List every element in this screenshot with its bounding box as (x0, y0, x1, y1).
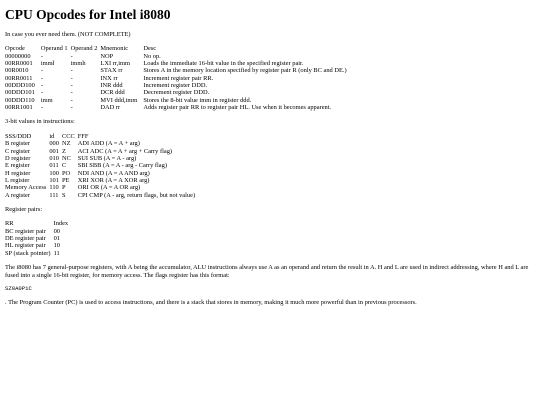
table-cell: Adds register pair RR to register pair HL. Use when it becomes apparent. (143, 104, 332, 112)
column-header: SSS/DDD (5, 132, 32, 140)
table-cell: 00RR0011 (5, 74, 33, 82)
pairs-table-header (5, 220, 71, 227)
table-cell: Z (61, 147, 66, 155)
intro-text: In case you ever need them. (NOT COMPLETE) (5, 30, 131, 38)
table-cell: 001 (49, 147, 59, 155)
column-header: Mnemonic (100, 45, 129, 53)
table-row (5, 97, 353, 104)
column-header: Opcode (5, 45, 25, 53)
table-row (5, 148, 198, 155)
column-header: Index (53, 220, 69, 228)
table-cell: SUI SUB (A = A - arg) (77, 154, 137, 162)
register-pairs-table (5, 220, 71, 257)
table-cell: Stores A in the memory location specified by register pair R (only BC and DE.) (143, 67, 347, 75)
table-row (5, 67, 353, 74)
table-cell: 000 (49, 140, 59, 148)
table-cell: BC register pair (5, 227, 46, 235)
table-row (5, 140, 198, 147)
table-cell: E register (5, 162, 30, 170)
table-cell: 00000000 (5, 52, 31, 60)
table-cell: Memory Access (5, 184, 47, 192)
program-counter-paragraph: . The Program Counter (PC) is used to access instructions, and there is a stack that stores in memory, making it much more powerful than in previous processors. (5, 299, 417, 307)
opcode-table (5, 45, 353, 111)
column-header: Operand 2 (70, 45, 98, 53)
table-cell: Loads the immediate 16-bit value in the specified register pair. (143, 59, 304, 67)
table-cell: L register (5, 176, 30, 184)
table-cell: INX rr (100, 74, 118, 82)
table-cell: - (70, 82, 73, 89)
table-cell: - (40, 52, 43, 60)
table-cell: A register (5, 191, 31, 199)
table-cell: SP (stack pointer) (5, 249, 51, 257)
table-cell: 010 (49, 154, 59, 162)
column-header: CCC (61, 132, 75, 140)
bits-table-header (5, 133, 198, 140)
table-cell: No op. (143, 52, 161, 60)
table-cell: 00DDD101 (5, 89, 35, 97)
registers-paragraph: The i8080 has 7 general-purpose registers, with A being the accumulator, ALU instructions always use A as an operand and return the result in A. H and L are used in indirect addressing, where H and L are fused into a single 16-bit register, for memory access. The flags register has this format: (5, 264, 529, 279)
section-heading: Register pairs: (5, 206, 43, 214)
table-row (5, 184, 198, 191)
table-row (5, 162, 198, 169)
flags-format-code: SZ0A0P1C (5, 284, 32, 292)
table-row (5, 89, 353, 96)
table-cell: INR ddd (100, 82, 123, 89)
table-cell: 00R0010 (5, 67, 29, 75)
table-cell: immł (40, 59, 55, 67)
table-cell: LXI rr,imm (100, 59, 130, 67)
table-row (5, 82, 353, 89)
table-row (5, 104, 353, 111)
column-header: Desc (143, 45, 157, 53)
table-cell: STAX rr (100, 67, 123, 75)
table-cell: immh (70, 59, 86, 67)
bits-table (5, 133, 198, 199)
table-cell: ORI OR (A = A OR arg) (77, 184, 141, 192)
table-row (5, 192, 198, 199)
table-cell: NC (61, 154, 71, 162)
table-cell: 101 (49, 176, 59, 184)
table-row (5, 170, 198, 177)
table-cell: P (61, 184, 66, 192)
table-row (5, 60, 353, 67)
table-row (5, 235, 71, 242)
table-cell: C (61, 162, 67, 170)
table-cell: - (70, 67, 73, 75)
table-cell: PO (61, 169, 71, 177)
table-cell: - (70, 96, 73, 104)
table-cell: DAD rr (100, 104, 121, 112)
table-cell: XRI XOR (A = A XOR arg) (77, 176, 150, 184)
table-cell: Decrement register DDD. (143, 89, 210, 97)
table-cell: - (70, 104, 73, 112)
table-cell: 011 (49, 162, 59, 170)
table-cell: - (70, 74, 73, 82)
table-cell: - (70, 89, 73, 97)
table-cell: - (40, 67, 43, 75)
table-cell: PE (61, 176, 70, 184)
table-cell: ACI ADC (A = A + arg + Carry flag) (77, 147, 173, 155)
table-cell: 10 (53, 242, 60, 250)
table-cell: SBI SBB (A = A - arg - Carry flag) (77, 162, 167, 170)
table-cell: 11 (53, 249, 60, 257)
column-header: Operand 1 (40, 45, 68, 53)
table-row (5, 177, 198, 184)
table-cell: 00RR0001 (5, 59, 33, 67)
section-heading: 3-bit values in instructions: (5, 118, 75, 126)
table-cell: C register (5, 147, 31, 155)
table-cell: HL register pair (5, 242, 46, 250)
table-cell: S (61, 191, 66, 199)
table-cell: NDI AND (A = A AND arg) (77, 169, 150, 177)
table-cell: - (40, 82, 43, 89)
column-header: id (49, 132, 55, 140)
table-cell: 00DDD110 (5, 96, 35, 104)
table-cell: imm (40, 96, 53, 104)
table-cell: H register (5, 169, 31, 177)
table-cell: - (70, 52, 73, 60)
table-cell: - (40, 104, 43, 112)
table-row (5, 242, 71, 249)
table-cell: 01 (53, 235, 60, 243)
table-cell: Increment register pair RR. (143, 74, 214, 82)
table-cell: CPI CMP (A - arg, return flags, but not value) (77, 191, 196, 199)
table-cell: 00 (53, 227, 60, 235)
table-row (5, 75, 353, 82)
page-title: CPU Opcodes for Intel i8080 (5, 7, 171, 22)
table-cell: B register (5, 140, 31, 148)
table-cell: NOP (100, 52, 114, 60)
table-cell: 00RR1001 (5, 104, 33, 112)
table-row (5, 155, 198, 162)
table-cell: Increment register DDD. (143, 82, 208, 89)
table-cell: 110 (49, 184, 59, 192)
table-cell: ADI ADD (A = A + arg) (77, 140, 140, 148)
table-cell: - (40, 89, 43, 97)
table-cell: NZ (61, 140, 71, 148)
table-row (5, 53, 353, 60)
table-cell: 111 (49, 191, 59, 199)
column-header: RR (5, 220, 14, 228)
table-cell: MVI ddd,imm (100, 96, 138, 104)
table-cell: DCR ddd (100, 89, 125, 97)
table-cell: D register (5, 154, 31, 162)
column-header: FFF (77, 132, 89, 140)
table-row (5, 228, 71, 235)
table-cell: 100 (49, 169, 59, 177)
table-cell: DE register pair (5, 235, 46, 243)
table-cell: 00DDD100 (5, 82, 35, 89)
opcode-table-header (5, 45, 353, 52)
table-row (5, 250, 71, 257)
table-cell: Stores the 8-bit value imm in register ddd. (143, 96, 252, 104)
table-cell: - (40, 74, 43, 82)
